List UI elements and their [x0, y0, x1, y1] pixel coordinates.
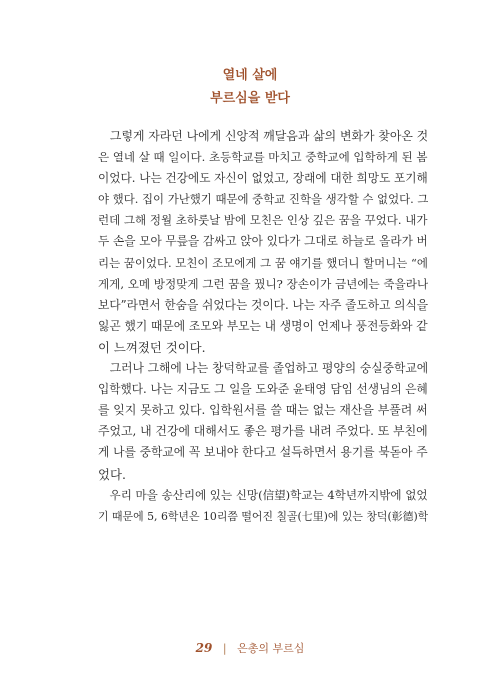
text-line: 기 때문에 5, 6학년은 10리쯤 떨어진 칠골(七里)에 있는 창덕(彰德)학: [98, 509, 428, 523]
text-line: 이 느껴졌던 것이다.: [98, 339, 206, 355]
text-line: 게게, 오메 방정맞게 그런 꿈을 꿨니? 장손이가 금년에는 죽을라나: [98, 276, 428, 291]
page-number: 29: [195, 641, 213, 655]
text-line: 야 했다. 집이 가난했기 때문에 중학교 진학을 생각할 수 없었다. 그: [98, 192, 428, 207]
text-line: 잃곤 했기 때문에 조모와 부모는 내 생명이 언제나 풍전등화와 같: [98, 318, 428, 333]
chapter-title-line-2: 부르심을 받다: [210, 91, 290, 106]
text-line: 런데 그해 정월 초하룻날 밤에 모친은 인상 깊은 꿈을 꾸었다. 내가: [98, 213, 428, 228]
text-line: 은 열네 살 때 일이다. 초등학교를 마치고 중학교에 입학하게 된 봄: [98, 150, 428, 165]
text-line: 그렇게 자라던 나에게 신앙적 깨달음과 삶의 변화가 찾아온 것: [98, 129, 428, 143]
text-line: 우리 마을 송산리에 있는 신망(信望)학교는 4학년까지밖에 없었: [98, 487, 428, 502]
body-text: [98, 126, 428, 527]
text-line: 입학했다. 나는 지금도 그 일을 도와준 윤태영 담임 선생님의 은혜: [98, 382, 428, 397]
footer-separator: |: [222, 642, 227, 655]
text-line: 두 손을 모아 무릎을 감싸고 앉아 있다가 그대로 하늘로 올라가 버: [98, 234, 428, 249]
text-line: 그러나 그해에 나는 창덕학교를 졸업하고 평양의 숭실중학교에: [98, 361, 428, 376]
paragraph-1: [98, 126, 428, 358]
text-line: 리는 꿈이었다. 모친이 조모에게 그 꿈 얘기를 했더니 할머니는 “에: [98, 255, 428, 270]
text-line: 이었다. 나는 건강에도 자신이 없었고, 장래에 대한 희망도 포기해: [98, 171, 428, 186]
text-line: 보다”라면서 한숨을 쉬었다는 것이다. 나는 자주 졸도하고 의식을: [98, 297, 428, 312]
page-footer: [0, 640, 500, 657]
text-line: 게 나를 중학교에 꼭 보내야 한다고 설득하면서 용기를 북돋아 주: [98, 445, 428, 460]
text-line: 었다.: [98, 466, 126, 482]
text-line: 를 잊지 못하고 있다. 입학원서를 쓸 때는 없는 재산을 부풀려 써: [98, 403, 428, 418]
text-line: 주었고, 내 건강에 대해서도 좋은 평가를 내려 주었다. 또 부친에: [98, 424, 428, 439]
chapter-title-line-1: 열네 살에: [222, 68, 278, 83]
paragraph-2: [98, 358, 428, 485]
running-title: 은총의 부르심: [237, 642, 305, 655]
paragraph-3: [98, 485, 428, 527]
